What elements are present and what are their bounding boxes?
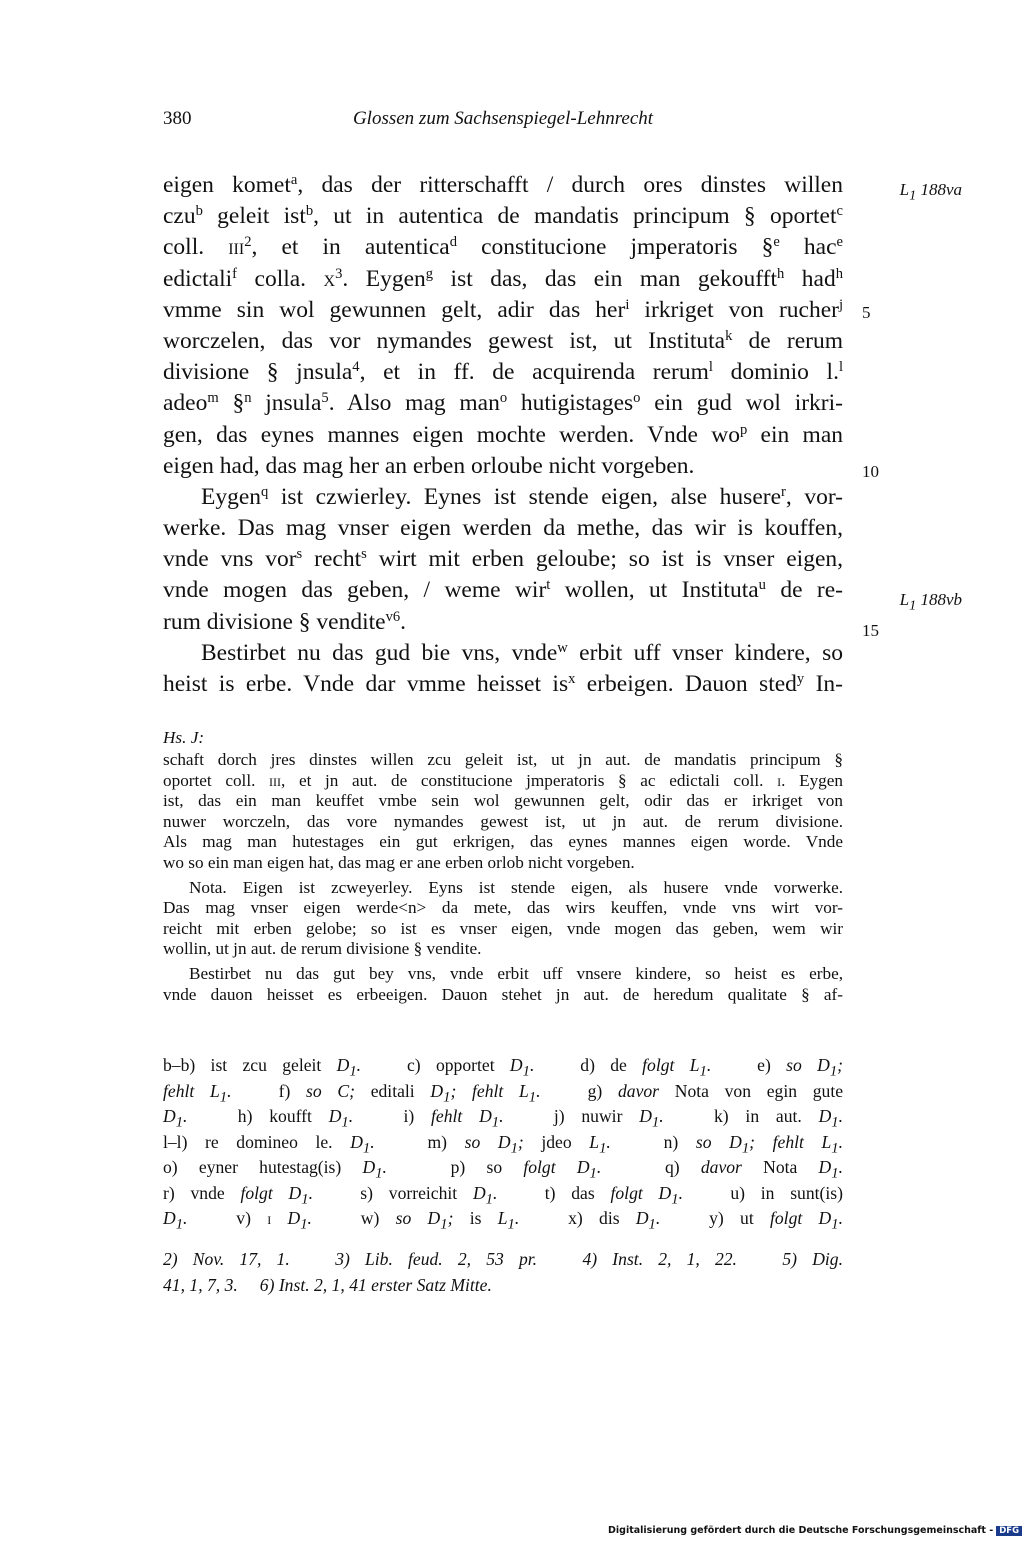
source-line: 2) Nov. 17, 1. 3) Lib. feud. 2, 53 pr. 4) Inst. 2, 1, 22. 5) Dig. bbox=[163, 1249, 843, 1269]
text-line: adeo$^m$ §$^n$ jnsula$^5$. Also mag man$^o$ hutigistages$^o$ ein gud wol irkri- bbox=[163, 390, 843, 417]
manuscript-variant bbox=[163, 728, 843, 1005]
apparatus-line: fehlt $L_1$. f) so C; editali $D_1$; fehlt $L_1$. g) davor Nota von egin gute bbox=[163, 1080, 844, 1106]
text-line: Eygen$^q$ ist czwierley. Eynes ist stende eigen, alse husere$^r$, vor- bbox=[201, 483, 843, 510]
variant-line: ist, das ein man keuffet vmbe sein wol gewunnen gelt, odir das er irkriget von bbox=[163, 791, 843, 811]
text-line: eigen had, das mag her an erben orloube nicht vorgeben. bbox=[163, 452, 695, 479]
text-line: rum divisione § vendite$^{v6}$. bbox=[163, 608, 406, 635]
dfg-logo: DFG bbox=[996, 1526, 1022, 1536]
text-line: divisione § jnsula$^4$, et in ff. de acquirenda rerum$^l$ dominio l.$^l$ bbox=[163, 359, 843, 386]
source-line: 41, 1, 7, 3. 6) Inst. 2, 1, 41 erster Satz Mitte. bbox=[163, 1274, 492, 1295]
text-line: eigen komet$^a$, das der ritterschafft / durch ores dinstes willen bbox=[163, 172, 843, 198]
text-line: edictali$^f$ colla. $x^3$. Eygen$^g$ ist das, das ein man gekoufft$^h$ had$^h$ bbox=[163, 265, 844, 292]
line-number: 10 bbox=[862, 462, 879, 481]
text-line: coll. iii$^2$, et in autentica$^d$ constitucione jmperatoris §$^e$ hac$^e$ bbox=[163, 234, 843, 261]
main-text bbox=[163, 170, 843, 700]
variant-line: vnde dauon heisset es erbeeigen. Dauon stehet jn aut. de heredum qualitate § af- bbox=[163, 984, 843, 1004]
apparatus-line: r) vnde folgt $D_1$. s) vorreichit $D_1$. t) das folgt $D_1$. u) in sunt(is) bbox=[163, 1182, 843, 1208]
apparatus-line: l–l) re domineo le. $D_1$. m) so $D_1$; jdeo $L_1$. n) so $D_1$; fehlt $L_1$. bbox=[163, 1131, 844, 1157]
variant-line: schaft dorch jres dinstes willen zcu geleit ist, ut jn aut. de mandatis principum § bbox=[163, 750, 843, 769]
line-number: 15 bbox=[862, 621, 879, 640]
variant-line: nuwer worczeln, das vore nymandes gewest ist, ut jn aut. de rerum divisione. bbox=[163, 811, 843, 831]
margin-note: $L_1$ 188vb bbox=[899, 590, 962, 614]
variant-line: oportet coll. iii, et jn aut. de constitucione jmperatoris § ac edictali coll. i. Eygen bbox=[163, 770, 843, 790]
text-line: worczelen, das vor nymandes gewest ist, ut Instituta$^k$ de rerum bbox=[163, 327, 843, 354]
critical-apparatus bbox=[163, 1053, 843, 1232]
variant-line: Als mag man hutestages ein gut erkrigen, das eynes mannes eigen worde. Vnde bbox=[163, 832, 843, 852]
variant-line: reicht mit erben gelobe; so ist es vnser eigen, vnde mogen das geben, wem wir bbox=[163, 918, 843, 938]
line-number: 5 bbox=[862, 303, 871, 322]
text-line: vmme sin wol gewunnen gelt, adir das her$^i$ irkriget von rucher$^j$ bbox=[163, 296, 843, 323]
page-number: 380 bbox=[163, 108, 192, 129]
text-line: vnde vns vor$^s$ recht$^s$ wirt mit erben geloube; so ist is vnser eigen, bbox=[163, 546, 843, 573]
footer-text: Digitalisierung gefördert durch die Deutsche Forschungsgemeinschaft - bbox=[608, 1525, 994, 1536]
apparatus-line: $D_1$. h) koufft $D_1$. i) fehlt $D_1$. j) nuwir $D_1$. k) in aut. $D_1$. bbox=[163, 1106, 844, 1131]
variant-line: Nota. Eigen ist zcweyerley. Eyns ist stende eigen, als husere vnde vorwerke. bbox=[189, 877, 843, 897]
variant-line: Bestirbet nu das gut bey vns, vnde erbit uff vnsere kindere, so heist es erbe, bbox=[189, 963, 843, 983]
variant-line: wo so ein man eigen hat, das mag er ane erben orlob nicht vorgeben. bbox=[163, 852, 635, 872]
apparatus-line: o) eyner hutestag(is) $D_1$. p) so folgt $D_1$. q) davor Nota $D_1$. bbox=[163, 1157, 843, 1182]
page-header bbox=[163, 108, 843, 138]
text-line: werke. Das mag vnser eigen werden da methe, das wir is kouffen, bbox=[163, 515, 843, 542]
apparatus-line: b–b) ist zcu geleit $D_1$. c) opportet $D_1$. d) de folgt $L_1$. e) so $D_1$; bbox=[163, 1055, 844, 1080]
digitization-footer bbox=[608, 1525, 1022, 1536]
running-title: Glossen zum Sachsenspiegel-Lehnrecht bbox=[352, 108, 654, 129]
manuscript-label: Hs. J: bbox=[163, 728, 205, 747]
source-notes bbox=[163, 1247, 843, 1298]
apparatus-line: $D_1$. v) i $D_1$. w) so $D_1$; is $L_1$. x) dis $D_1$. y) ut folgt $D_1$. bbox=[163, 1208, 843, 1233]
text-line: Bestirbet nu das gud bie vns, vnde$^w$ erbit uff vnser kindere, so bbox=[201, 639, 843, 666]
text-line: vnde mogen das geben, / weme wir$^t$ wollen, ut Instituta$^u$ de re- bbox=[163, 577, 844, 604]
variant-line: Das mag vnser eigen werde<n> da mete, das wirs keuffen, vnde vns wirt vor- bbox=[163, 898, 843, 918]
text-line: heist is erbe. Vnde dar vmme heisset $is^x$ erbeigen. Dauon sted$^y$ In- bbox=[163, 671, 843, 697]
text-line: czu$^b$ geleit ist$^b$, ut in autentica de mandatis principum § oportet$^c$ bbox=[163, 203, 843, 230]
text-line: gen, das eynes mannes eigen mochte werden. Vnde $wo^p$ ein man bbox=[163, 421, 844, 448]
margin-note: $L_1$ 188va bbox=[899, 180, 962, 204]
variant-line: wollin, ut jn aut. de rerum divisione § vendite. bbox=[163, 939, 482, 959]
